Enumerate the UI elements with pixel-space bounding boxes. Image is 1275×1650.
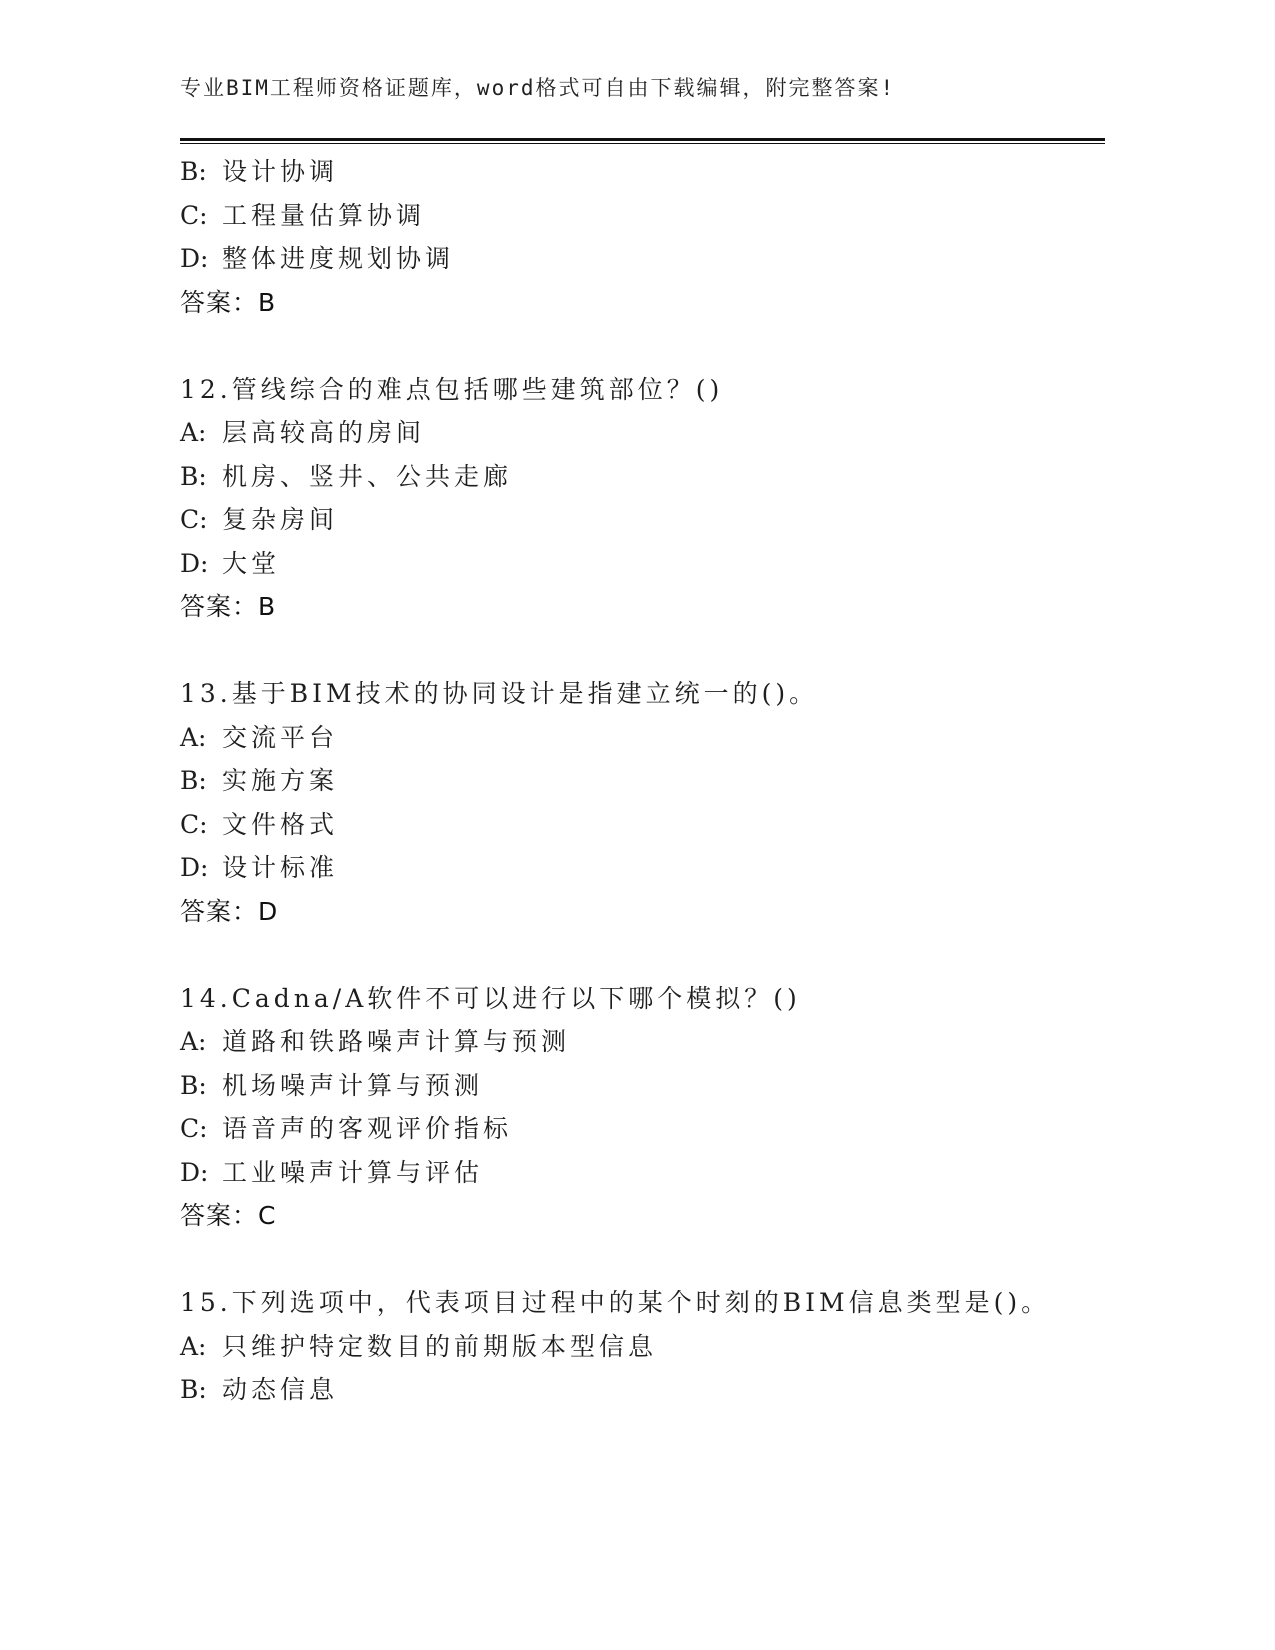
- option-text: 只维护特定数目的前期版本型信息: [222, 1331, 658, 1361]
- spacer: [180, 324, 1105, 368]
- option-text: 交流平台: [222, 722, 339, 752]
- option-label: C:: [180, 809, 208, 839]
- question-12: [180, 368, 1105, 629]
- option-b: [180, 1368, 1105, 1412]
- spacer: [180, 629, 1105, 673]
- option-label: C:: [180, 505, 208, 534]
- option-text: 层高较高的房间: [222, 418, 426, 447]
- option-b: [180, 759, 1105, 803]
- option-text: 语音声的客观评价指标: [222, 1114, 513, 1143]
- option-label: C:: [180, 200, 208, 230]
- option-label: A:: [180, 1331, 207, 1361]
- option-label: D:: [180, 548, 209, 578]
- option-text: 机场噪声计算与预测: [222, 1070, 484, 1100]
- option-text: 整体进度规划协调: [222, 244, 455, 273]
- option-text: 实施方案: [222, 766, 339, 795]
- option-b: [180, 1064, 1105, 1108]
- option-c: [180, 803, 1105, 847]
- answer-line: 答案：B: [180, 287, 277, 317]
- option-text: 大堂: [222, 548, 281, 578]
- document-header: 专业BIM工程师资格证题库，word格式可自由下载编辑，附完整答案!: [180, 76, 896, 100]
- option-d: [180, 237, 1105, 281]
- option-label: B:: [180, 1375, 207, 1404]
- question-title: 15.下列选项中，代表项目过程中的某个时刻的BIM信息类型是()。: [180, 1288, 1051, 1317]
- option-text: 文件格式: [222, 809, 339, 839]
- option-label: A:: [180, 1027, 207, 1056]
- question-13: [180, 672, 1105, 933]
- option-label: D:: [180, 1157, 209, 1187]
- option-b: [180, 455, 1105, 499]
- question-title: 14.Cadna/A软件不可以进行以下哪个模拟？(): [180, 983, 801, 1013]
- option-text: 设计协调: [222, 157, 339, 186]
- answer-line: 答案：B: [180, 592, 277, 621]
- option-label: D:: [180, 853, 209, 882]
- answer-line: 答案：D: [180, 896, 279, 926]
- option-text: 工业噪声计算与评估: [222, 1157, 484, 1187]
- option-label: B:: [180, 766, 207, 795]
- option-text: 道路和铁路噪声计算与预测: [222, 1027, 571, 1056]
- option-b: [180, 150, 1105, 194]
- option-text: 机房、竖井、公共走廊: [222, 461, 513, 491]
- question-list: [180, 150, 1105, 1412]
- option-label: A:: [180, 722, 207, 752]
- option-label: B:: [180, 1070, 207, 1100]
- option-text: 复杂房间: [222, 505, 339, 534]
- header-rule-thick: [180, 138, 1105, 141]
- option-label: B:: [180, 461, 207, 491]
- option-c: [180, 194, 1105, 238]
- spacer: [180, 933, 1105, 977]
- question-partial: [180, 150, 1105, 324]
- option-a: [180, 1020, 1105, 1064]
- option-a: [180, 1325, 1105, 1369]
- option-d: [180, 846, 1105, 890]
- option-c: [180, 498, 1105, 542]
- option-label: C:: [180, 1114, 208, 1143]
- header-rule-thin: [180, 143, 1105, 144]
- option-a: [180, 411, 1105, 455]
- option-label: A:: [180, 418, 207, 447]
- question-14: [180, 977, 1105, 1238]
- option-c: [180, 1107, 1105, 1151]
- option-label: B:: [180, 157, 207, 186]
- option-text: 设计标准: [222, 853, 339, 882]
- question-15: [180, 1281, 1105, 1412]
- option-label: D:: [180, 244, 209, 273]
- question-title: 12.管线综合的难点包括哪些建筑部位？(): [180, 374, 724, 404]
- option-d: [180, 1151, 1105, 1195]
- option-d: [180, 542, 1105, 586]
- spacer: [180, 1238, 1105, 1282]
- question-title: 13.基于BIM技术的协同设计是指建立统一的()。: [180, 679, 819, 708]
- option-text: 工程量估算协调: [222, 200, 426, 230]
- answer-line: 答案：C: [180, 1201, 277, 1230]
- option-a: [180, 716, 1105, 760]
- option-text: 动态信息: [222, 1375, 339, 1404]
